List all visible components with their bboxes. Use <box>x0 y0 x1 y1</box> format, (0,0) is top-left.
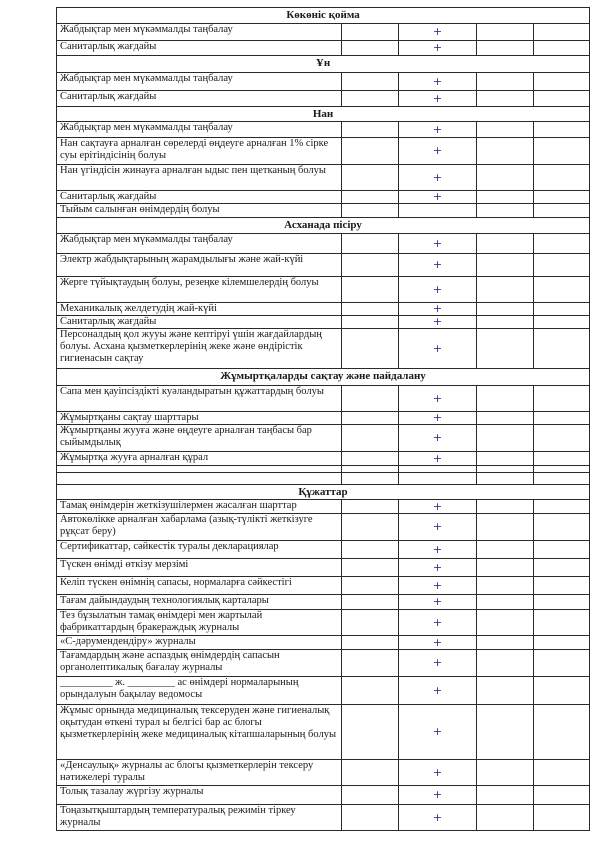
blank-cell <box>534 677 590 705</box>
checklist-row <box>57 122 590 138</box>
blank-cell <box>342 677 399 705</box>
blank-cell <box>342 329 399 369</box>
checklist-row <box>57 610 590 636</box>
blank-cell <box>477 412 534 425</box>
compliance-mark: + <box>399 577 477 595</box>
checklist-row <box>57 138 590 165</box>
compliance-mark: + <box>399 760 477 786</box>
compliance-mark: + <box>399 610 477 636</box>
blank-cell <box>534 165 590 191</box>
blank-cell <box>477 138 534 165</box>
compliance-mark: + <box>399 329 477 369</box>
blank-cell <box>477 677 534 705</box>
compliance-mark: + <box>399 705 477 760</box>
compliance-mark: + <box>399 514 477 541</box>
blank-cell <box>477 577 534 595</box>
blank-cell <box>477 595 534 610</box>
blank-cell <box>534 303 590 316</box>
checklist-row <box>57 254 590 277</box>
criterion-text: «С-дәрумендендіру» журналы <box>57 636 342 650</box>
compliance-mark: + <box>399 165 477 191</box>
spacer-row <box>57 466 590 473</box>
blank-cell <box>477 760 534 786</box>
blank-cell <box>342 452 399 466</box>
blank-cell <box>477 191 534 204</box>
checklist-row <box>57 514 590 541</box>
blank-cell <box>534 412 590 425</box>
blank-cell <box>399 466 477 473</box>
checklist-row <box>57 650 590 677</box>
compliance-mark: + <box>399 191 477 204</box>
blank-cell <box>477 277 534 303</box>
section-header-row <box>57 56 590 73</box>
blank-cell <box>534 204 590 218</box>
criterion-text: Нан сақтауға арналған сөрелерді өңдеуге арналған 1% сірке суы ерітіндісінің болуы <box>57 138 342 165</box>
blank-cell <box>342 650 399 677</box>
criterion-text: Санитарлық жағдайы <box>57 191 342 204</box>
checklist-row <box>57 24 590 41</box>
blank-cell <box>534 316 590 329</box>
criterion-text: Сертификаттар, сәйкестік туралы декларациялар <box>57 541 342 559</box>
inspection-checklist-table <box>56 7 590 831</box>
blank-cell <box>534 386 590 412</box>
checklist-row <box>57 41 590 56</box>
checklist-row <box>57 91 590 107</box>
criterion-text: Электр жабдықтарының жарамдылығы және жай-күйі <box>57 254 342 277</box>
section-title: Нан <box>57 107 590 122</box>
blank-cell <box>534 254 590 277</box>
blank-cell <box>342 705 399 760</box>
checklist-row <box>57 412 590 425</box>
blank-cell <box>477 786 534 805</box>
blank-cell <box>342 466 399 473</box>
criterion-text: Жабдықтар мен мүкәммалды таңбалау <box>57 73 342 91</box>
compliance-mark: + <box>399 41 477 56</box>
criterion-text: Жұмыс орнында медициналық тексеруден және гигиеналық оқытудан өткені турал ы белгісі бар ас блогы қызметкерлерінің жеке медициналық кітапшаларының болуы <box>57 705 342 760</box>
criterion-text: Тағамдардың және аспаздық өнімдердің сапасын органолептикалық бағалау журналы <box>57 650 342 677</box>
compliance-mark: + <box>399 91 477 107</box>
blank-cell <box>534 473 590 485</box>
criterion-text: Нан үгіндісін жинауға арналған ыдыс пен щетканың болуы <box>57 165 342 191</box>
blank-cell <box>342 412 399 425</box>
blank-cell <box>477 650 534 677</box>
checklist-row <box>57 316 590 329</box>
blank-cell <box>477 805 534 831</box>
checklist-row <box>57 277 590 303</box>
checklist-row <box>57 559 590 577</box>
blank-cell <box>477 386 534 412</box>
checklist-row <box>57 541 590 559</box>
blank-cell <box>477 73 534 91</box>
blank-cell <box>342 41 399 56</box>
compliance-mark: + <box>399 316 477 329</box>
blank-cell <box>477 452 534 466</box>
criterion-text: Толық тазалау жүргізу журналы <box>57 786 342 805</box>
compliance-mark: + <box>399 412 477 425</box>
blank-cell <box>477 329 534 369</box>
blank-cell <box>534 329 590 369</box>
blank-cell <box>534 191 590 204</box>
blank-cell <box>342 204 399 218</box>
criterion-text: Тез бұзылатын тамақ өнімдері мен жартылай фабрикаттардың бракераждық журналы <box>57 610 342 636</box>
compliance-mark <box>399 204 477 218</box>
checklist-row <box>57 329 590 369</box>
checklist-row <box>57 595 590 610</box>
compliance-mark: + <box>399 254 477 277</box>
blank-cell <box>399 473 477 485</box>
criterion-text: Санитарлық жағдайы <box>57 91 342 107</box>
blank-cell <box>342 786 399 805</box>
blank-cell <box>477 559 534 577</box>
blank-cell <box>534 650 590 677</box>
criterion-text: Механикалық желдетудің жай-күйі <box>57 303 342 316</box>
compliance-mark: + <box>399 500 477 514</box>
blank-cell <box>342 254 399 277</box>
checklist-row <box>57 500 590 514</box>
criterion-text: __________ ж. _________ ас өнімдері нормаларының орындалуын бақылау ведомосы <box>57 677 342 705</box>
blank-cell <box>534 595 590 610</box>
blank-cell <box>534 610 590 636</box>
blank-cell <box>477 705 534 760</box>
checklist-row <box>57 677 590 705</box>
blank-cell <box>342 316 399 329</box>
blank-cell <box>477 41 534 56</box>
section-header-row <box>57 107 590 122</box>
blank-cell <box>477 91 534 107</box>
blank-cell <box>342 138 399 165</box>
blank-cell <box>477 204 534 218</box>
blank-cell <box>534 500 590 514</box>
blank-cell <box>534 73 590 91</box>
checklist-row <box>57 577 590 595</box>
blank-cell <box>477 303 534 316</box>
checklist-row <box>57 705 590 760</box>
blank-cell <box>477 500 534 514</box>
blank-cell <box>477 165 534 191</box>
criterion-text: Автокөлікке арналған хабарлама (азық-түлікті жеткізуге рұқсат беру) <box>57 514 342 541</box>
compliance-mark: + <box>399 636 477 650</box>
compliance-mark: + <box>399 122 477 138</box>
checklist-row <box>57 204 590 218</box>
blank-cell <box>342 165 399 191</box>
blank-cell <box>477 425 534 452</box>
blank-cell <box>534 277 590 303</box>
blank-cell <box>342 303 399 316</box>
blank-cell <box>477 122 534 138</box>
blank-cell <box>342 425 399 452</box>
blank-cell <box>534 24 590 41</box>
blank-cell <box>342 760 399 786</box>
criterion-text: Санитарлық жағдайы <box>57 316 342 329</box>
blank-cell <box>342 805 399 831</box>
blank-cell <box>534 577 590 595</box>
blank-cell <box>342 636 399 650</box>
checklist-row <box>57 760 590 786</box>
blank-cell <box>534 138 590 165</box>
criterion-text: Түскен өнімді өткізу мерзімі <box>57 559 342 577</box>
criterion-text: Сапа мен қауіпсіздікті куәландыратын құжаттардың болуы <box>57 386 342 412</box>
criterion-text: Жұмыртқаны жууға және өңдеуге арналған таңбасы бар сыйымдылық <box>57 425 342 452</box>
compliance-mark: + <box>399 386 477 412</box>
blank-cell <box>342 24 399 41</box>
criterion-text: Жабдықтар мен мүкәммалды таңбалау <box>57 122 342 138</box>
blank-cell <box>477 466 534 473</box>
section-header-row <box>57 485 590 500</box>
criterion-text: Тыйым салынған өнімдердің болуы <box>57 204 342 218</box>
blank-cell <box>477 514 534 541</box>
blank-cell <box>342 577 399 595</box>
blank-cell <box>342 91 399 107</box>
blank-cell <box>534 705 590 760</box>
compliance-mark: + <box>399 786 477 805</box>
blank-cell <box>342 559 399 577</box>
blank-cell <box>342 541 399 559</box>
blank-cell <box>477 234 534 254</box>
compliance-mark: + <box>399 650 477 677</box>
blank-cell <box>534 466 590 473</box>
blank-cell <box>342 514 399 541</box>
checklist-row <box>57 386 590 412</box>
blank-cell <box>534 786 590 805</box>
checklist-row <box>57 234 590 254</box>
compliance-mark: + <box>399 24 477 41</box>
criterion-text: Жабдықтар мен мүкәммалды таңбалау <box>57 24 342 41</box>
criterion-text: Жұмыртқаны сақтау шарттары <box>57 412 342 425</box>
criterion-text: Персоналдың қол жууы және кептіруі үшін жағдайлардың болуы. Асхана қызметкерлерінің жеке және өндірістік гигиенасын сақтау <box>57 329 342 369</box>
compliance-mark: + <box>399 805 477 831</box>
checklist-row <box>57 165 590 191</box>
criterion-text: Келіп түскен өнімнің сапасы, нормаларға сәйкестігі <box>57 577 342 595</box>
blank-cell <box>477 541 534 559</box>
spacer-row <box>57 473 590 485</box>
blank-cell <box>342 473 399 485</box>
blank-cell <box>477 24 534 41</box>
blank-cell <box>342 122 399 138</box>
compliance-mark: + <box>399 541 477 559</box>
blank-cell <box>534 541 590 559</box>
blank-cell <box>342 191 399 204</box>
compliance-mark: + <box>399 277 477 303</box>
checklist-row <box>57 452 590 466</box>
blank-cell <box>534 760 590 786</box>
checklist-row <box>57 805 590 831</box>
compliance-mark: + <box>399 234 477 254</box>
blank-cell <box>57 466 342 473</box>
blank-cell <box>534 514 590 541</box>
section-title: Ұн <box>57 56 590 73</box>
blank-cell <box>477 254 534 277</box>
checklist-row <box>57 425 590 452</box>
compliance-mark: + <box>399 138 477 165</box>
compliance-mark: + <box>399 425 477 452</box>
blank-cell <box>534 805 590 831</box>
compliance-mark: + <box>399 559 477 577</box>
blank-cell <box>342 73 399 91</box>
blank-cell <box>342 500 399 514</box>
checklist-row <box>57 73 590 91</box>
checklist-row <box>57 303 590 316</box>
blank-cell <box>534 559 590 577</box>
blank-cell <box>534 425 590 452</box>
blank-cell <box>534 122 590 138</box>
blank-cell <box>342 277 399 303</box>
blank-cell <box>534 41 590 56</box>
criterion-text: Тамақ өнімдерін жеткізушілермен жасалған шарттар <box>57 500 342 514</box>
blank-cell <box>477 636 534 650</box>
blank-cell <box>534 91 590 107</box>
blank-cell <box>342 234 399 254</box>
section-title: Асханада пісіру <box>57 218 590 234</box>
checklist-row <box>57 786 590 805</box>
blank-cell <box>534 452 590 466</box>
compliance-mark: + <box>399 595 477 610</box>
blank-cell <box>342 610 399 636</box>
blank-cell <box>342 595 399 610</box>
section-title: Жұмыртқаларды сақтау және пайдалану <box>57 369 590 386</box>
compliance-mark: + <box>399 677 477 705</box>
blank-cell <box>57 473 342 485</box>
blank-cell <box>534 234 590 254</box>
criterion-text: Тағам дайындаудың технологиялық карталары <box>57 595 342 610</box>
blank-cell <box>477 473 534 485</box>
section-header-row <box>57 218 590 234</box>
blank-cell <box>477 610 534 636</box>
compliance-mark: + <box>399 303 477 316</box>
criterion-text: Жұмыртқа жууға арналған құрал <box>57 452 342 466</box>
checklist-row <box>57 636 590 650</box>
blank-cell <box>342 386 399 412</box>
criterion-text: «Денсаулық» журналы ас блогы қызметкерлерін тексеру нәтижелері туралы <box>57 760 342 786</box>
section-header-row <box>57 369 590 386</box>
checklist-row <box>57 191 590 204</box>
criterion-text: Тоңазытқыштардың температуралық режимін тіркеу журналы <box>57 805 342 831</box>
criterion-text: Жерге түйықтаудың болуы, резеңке кілемшелердің болуы <box>57 277 342 303</box>
section-title: Көкөніс қойма <box>57 8 590 24</box>
section-title: Құжаттар <box>57 485 590 500</box>
blank-cell <box>534 636 590 650</box>
checklist-page <box>56 7 589 831</box>
blank-cell <box>477 316 534 329</box>
compliance-mark: + <box>399 452 477 466</box>
criterion-text: Санитарлық жағдайы <box>57 41 342 56</box>
criterion-text: Жабдықтар мен мүкәммалды таңбалау <box>57 234 342 254</box>
section-header-row <box>57 8 590 24</box>
compliance-mark: + <box>399 73 477 91</box>
